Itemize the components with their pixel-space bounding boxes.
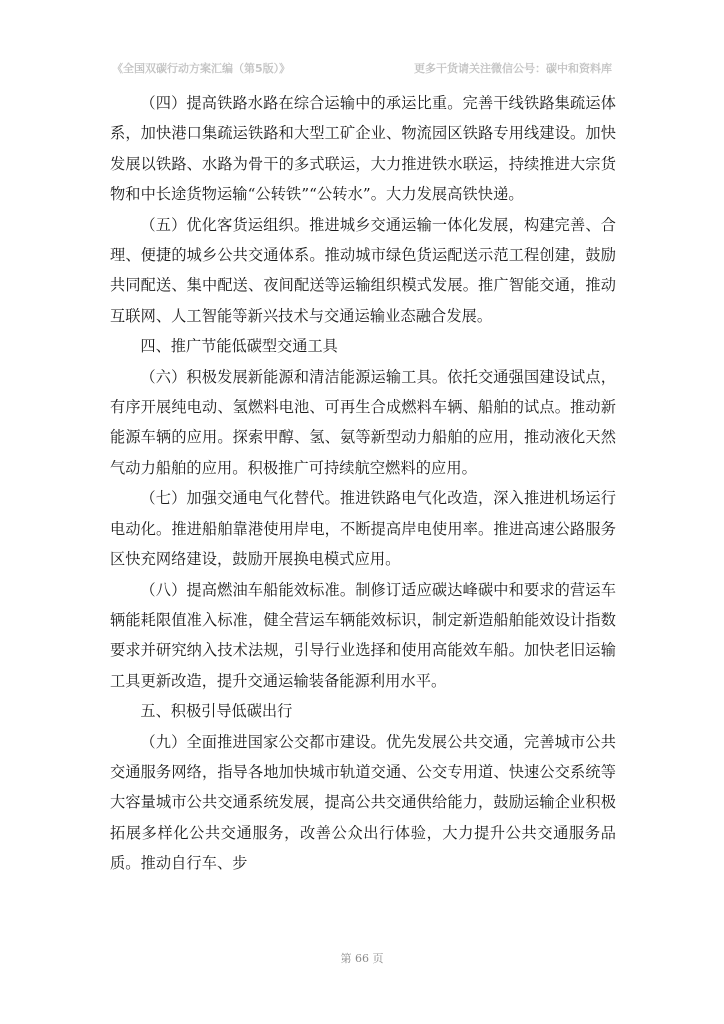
paragraph-9: （九）全面推进国家公交都市建设。优先发展公共交通，完善城市公共交通服务网络，指导各地加快城市轨道交通、公交专用道、快速公交系统等大容量城市公共交通系统发展，提高公共交通供给能力，鼓励运输企业积极拓展多样化公共交通服务，改善公众出行体验，大力提升公共交通服务品质。推动自行车、步 bbox=[110, 732, 616, 873]
paragraph-7: （七）加强交通电气化替代。推进铁路电气化改造，深入推进机场运行电动化。推进船舶靠港使用岸电，不断提高岸电使用率。推进高速公路服务区快充网络建设，鼓励开展换电模式应用。 bbox=[110, 489, 616, 569]
header-document-title: 《全国双碳行动方案汇编（第5版）》 bbox=[112, 62, 291, 75]
page-header bbox=[112, 58, 612, 78]
paragraph-5: （五）优化客货运组织。推进城乡交通运输一体化发展，构建完善、合理、便捷的城乡公共交通体系。推动城市绿色货运配送示范工程创建，鼓励共同配送、集中配送、夜间配送等运输组织模式发展。推广智能交通，推动互联网、人工智能等新兴技术与交通运输业态融合发展。 bbox=[110, 215, 616, 325]
section-heading-5: 五、积极引导低碳出行 bbox=[140, 702, 293, 721]
header-promo-text: 更多干货请关注微信公号：碳中和资料库 bbox=[414, 62, 612, 75]
section-heading-4: 四、推广节能低碳型交通工具 bbox=[140, 337, 338, 356]
paragraph-8: （八）提高燃油车船能效标准。制修订适应碳达峰碳中和要求的营运车辆能耗限值准入标准，健全营运车辆能效标识，制定新造船舶能效设计指数要求并研究纳入技术法规，引导行业选择和使用高能效车船。加快老旧运输工具更新改造，提升交通运输装备能源利用水平。 bbox=[110, 580, 616, 690]
page-number: 第 66 页 bbox=[340, 952, 384, 965]
paragraph-4: （四）提高铁路水路在综合运输中的承运比重。完善干线铁路集疏运体系，加快港口集疏运铁路和大型工矿企业、物流园区铁路专用线建设。加快发展以铁路、水路为骨干的多式联运，大力推进铁水联运，持续推进大宗货物和中长途货物运输“公转铁”“公转水”。大力发展高铁快递。 bbox=[110, 94, 616, 204]
paragraph-6: （六）积极发展新能源和清洁能源运输工具。依托交通强国建设试点，有序开展纯电动、氢燃料电池、可再生合成燃料车辆、船舶的试点。推动新能源车辆的应用。探索甲醇、氢、氨等新型动力船舶的应用，推动液化天然气动力船舶的应用。积极推广可持续航空燃料的应用。 bbox=[110, 367, 616, 477]
document-body bbox=[110, 88, 616, 879]
